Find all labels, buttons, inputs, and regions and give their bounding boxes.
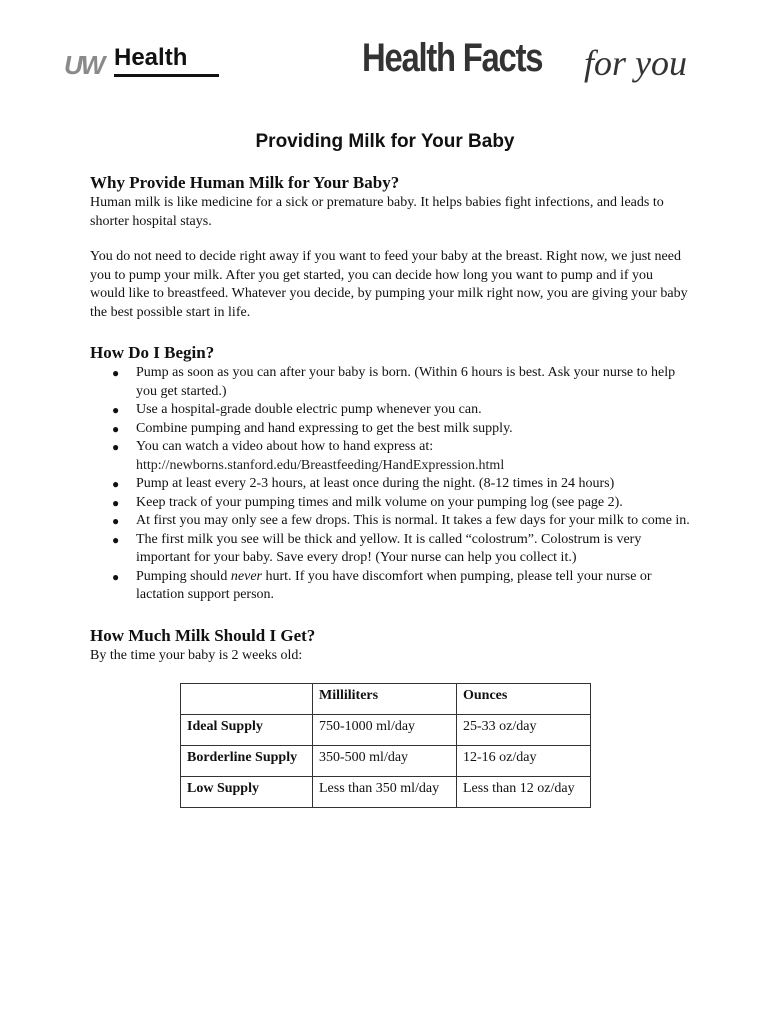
list-item: ● The first milk you see will be thick and yellow. It is called “colostrum”. Colostrum is very important for your baby. Save every drop! (Your nurse can help you collect it.) bbox=[112, 531, 642, 565]
table-cell: 750-1000 ml/day bbox=[313, 715, 457, 746]
table-header-cell: Ounces bbox=[457, 684, 591, 715]
table-header-row bbox=[181, 684, 591, 715]
list-item: ● Use a hospital-grade double electric pump whenever you can. bbox=[90, 401, 690, 420]
list-item: ● Pump as soon as you can after your baby is born. (Within 6 hours is best. Ask your nurse to help you get started.) bbox=[112, 365, 676, 399]
bullet-icon: ● bbox=[112, 440, 120, 454]
table-row bbox=[181, 746, 591, 777]
how-much-intro: By the time your baby is 2 weeks old: bbox=[90, 647, 303, 663]
bullet-icon: ● bbox=[112, 477, 120, 491]
table-row-label: Borderline Supply bbox=[181, 746, 313, 777]
logo-underline bbox=[114, 74, 219, 77]
bullet-icon: ● bbox=[112, 421, 120, 436]
table-cell: 12-16 oz/day bbox=[457, 746, 591, 777]
brand-main: Health Facts bbox=[362, 36, 543, 80]
list-item: ● At first you may only see a few drops. This is normal. It takes a few days for your milk to come in. bbox=[90, 512, 690, 531]
uw-health-logo bbox=[64, 44, 220, 78]
list-item: ● You can watch a video about how to hand express at: http://newborns.stanford.edu/Breastfeeding/HandExpression.html bbox=[112, 439, 505, 473]
table-row bbox=[181, 715, 591, 746]
table-header-cell: Milliliters bbox=[313, 684, 457, 715]
list-item: ● Combine pumping and hand expressing to get the best milk supply. bbox=[90, 420, 690, 439]
table-row bbox=[181, 777, 591, 808]
section-heading-why: Why Provide Human Milk for Your Baby? bbox=[90, 173, 400, 192]
bullet-icon: ● bbox=[112, 495, 120, 510]
page-header bbox=[0, 0, 770, 110]
document-body bbox=[90, 172, 690, 808]
table-cell: 350-500 ml/day bbox=[313, 746, 457, 777]
table-cell: Less than 12 oz/day bbox=[457, 777, 591, 808]
bullet-icon: ● bbox=[112, 514, 120, 528]
brand-sub: for you bbox=[584, 43, 687, 83]
list-item: ● Pumping should never hurt. If you have discomfort when pumping, please tell your nurse or lactation support person. bbox=[112, 568, 652, 602]
table-cell: Less than 350 ml/day bbox=[313, 777, 457, 808]
why-paragraph-1: Human milk is like medicine for a sick or premature baby. It helps babies fight infections, and leads to shorter hospital stays. bbox=[90, 195, 664, 229]
logo-prefix: UW bbox=[64, 50, 104, 80]
list-item: ● Keep track of your pumping times and milk volume on your pumping log (see page 2). bbox=[90, 494, 690, 513]
hand-expression-video-link[interactable]: http://newborns.stanford.edu/Breastfeeding/HandExpression.html bbox=[136, 457, 505, 473]
section-heading-how-much: How Much Milk Should I Get? bbox=[90, 625, 316, 645]
table-cell: 25-33 oz/day bbox=[457, 715, 591, 746]
begin-list bbox=[90, 364, 690, 605]
bullet-icon: ● bbox=[112, 366, 120, 380]
section-heading-begin: How Do I Begin? bbox=[90, 343, 215, 362]
bullet-icon: ● bbox=[112, 403, 120, 417]
emphasis-never: never bbox=[230, 568, 262, 584]
table-row-label: Ideal Supply bbox=[181, 715, 313, 746]
why-paragraph-2: You do not need to decide right away if you want to feed your baby at the breast. Right now, we just need you to pump your milk. After you get started, you can decide how long you want to pump and if you would like to breastfeed. Whatever you decide, by pumping your milk right now, you are giving your baby the best possible start in life. bbox=[90, 249, 688, 320]
bullet-icon: ● bbox=[112, 532, 120, 547]
health-facts-brand bbox=[362, 36, 687, 83]
bullet-icon: ● bbox=[112, 569, 120, 584]
document-title: Providing Milk for Your Baby bbox=[255, 131, 515, 152]
table-row-label: Low Supply bbox=[181, 777, 313, 808]
milk-supply-table bbox=[180, 683, 591, 808]
list-item: ● Pump at least every 2-3 hours, at least once during the night. (8-12 times in 24 hours) bbox=[90, 475, 690, 494]
table-header-cell bbox=[181, 684, 313, 715]
logo-name: Health bbox=[114, 44, 188, 71]
